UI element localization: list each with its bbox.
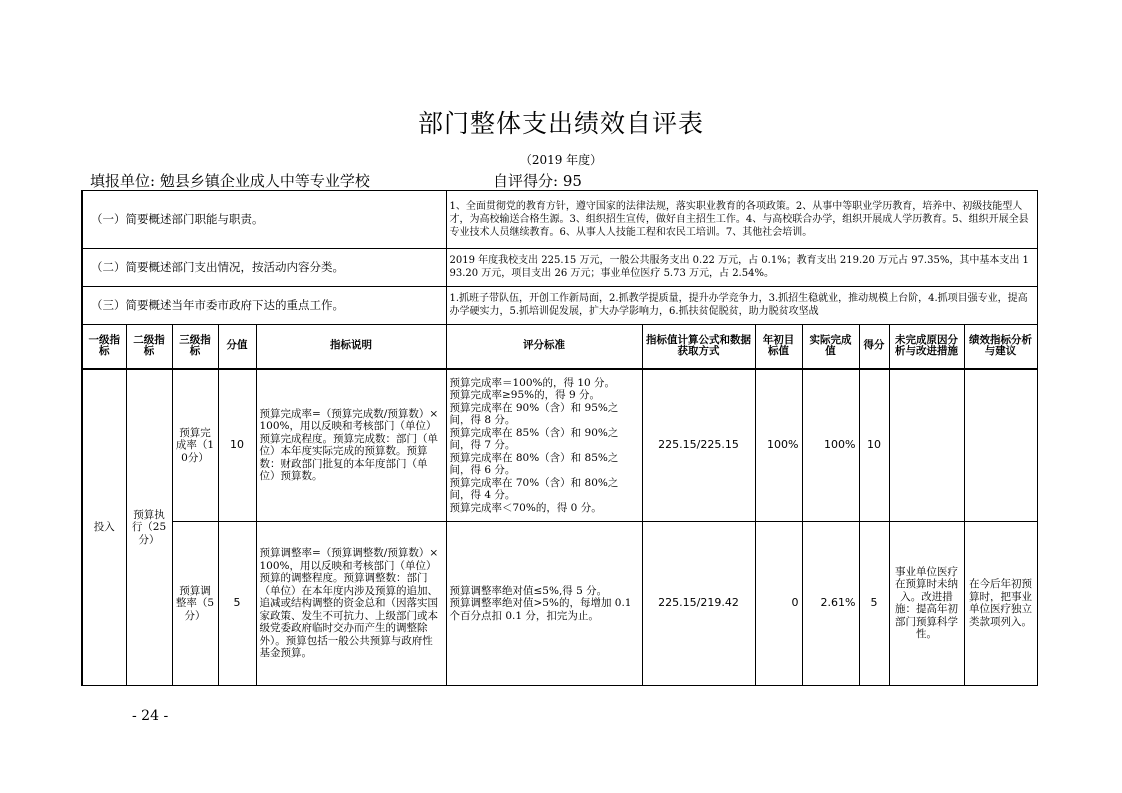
header-row: [82, 324, 1037, 368]
points-cell: 5: [218, 521, 256, 685]
header-level3: 三级指标: [172, 324, 218, 368]
header-advice: 绩效指标分析与建议: [964, 324, 1037, 368]
level3-cell: 预算完成率（10分）: [172, 369, 218, 522]
level3-cell: 预算调整率（5分）: [172, 521, 218, 685]
header-score: 得分: [859, 324, 889, 368]
summary-row: [82, 191, 1037, 249]
description-cell: 预算完成率=（预算完成数/预算数）×100%，用以反映和考核部门（单位）预算完成程度。预算完成数：部门（单位）本年度实际完成的预算数。预算数：财政部门批复的本年度部门（单位）预算数。: [256, 369, 446, 522]
summary-text: 1.抓班子带队伍，开创工作新局面，2.抓教学提质量，提升办学竞争力，3.抓招生稳就业，推动规模上台阶，4.抓项目强专业，提高办学硬实力，5.抓培训促发展，扩大办学影响力，6.抓扶贫促脱贫，助力脱贫攻坚战: [446, 286, 1037, 324]
self-score: 自评得分: 95: [493, 172, 582, 190]
criteria-line: 预算完成率在 90%（含）和 95%之间，得 8 分。: [449, 401, 619, 426]
summary-label: （一）简要概述部门职能与职责。: [82, 191, 446, 249]
header-level1: 一级指标: [82, 324, 126, 368]
summary-label: （三）简要概述当年市委市政府下达的重点工作。: [82, 286, 446, 324]
page-title: 部门整体支出绩效自评表: [417, 109, 704, 138]
reason-cell: [889, 369, 964, 522]
criteria-cell: [446, 521, 642, 685]
header-formula: 指标值计算公式和数据获取方式: [642, 324, 755, 368]
header-target: 年初目标值: [755, 324, 802, 368]
formula-cell: 225.15/225.15: [642, 369, 755, 522]
target-cell: 100%: [755, 369, 802, 522]
target-cell: 0: [755, 521, 802, 685]
advice-cell: 在今后年初预算时，把事业单位医疗独立类款项列入。: [964, 521, 1037, 685]
summary-text: 2019 年度我校支出 225.15 万元，一般公共服务支出 0.22 万元，占 0.1%；教育支出 219.20 万元占 97.35%，其中基本支出 193.20 万元，项目支出 26 万元；事业单位医疗 5.73 万元，占 2.54%。: [446, 249, 1037, 286]
header-criteria: 评分标准: [446, 324, 642, 368]
description-cell: 预算调整率=（预算调整数/预算数）×100%，用以反映和考核部门（单位）预算的调整程度。预算调整数：部门（单位）在本年度内涉及预算的追加、追减或结构调整的资金总和（因落实国家政策、发生不可抗力、上级部门或本级党委政府临时交办而产生的调整除外）。预算包括一般公共预算与政府性基金预算。: [256, 521, 446, 685]
level2-cell: 预算执行（25分）: [126, 369, 172, 686]
header-description: 指标说明: [256, 324, 446, 368]
summary-text: 1、全面贯彻党的教育方针，遵守国家的法律法规，落实职业教育的各项政策。2、从事中等职业学历教育，培养中、初级技能型人才，为高校输送合格生源。3、组织招生宣传，做好自主招生工作。4、与高校联合办学，组织开展成人学历教育。5、组织开展全县专业技术人员继续教育。6、从事人人技能工程和农民工培训。7、其他社会培训。: [446, 191, 1037, 249]
summary-row: [82, 249, 1037, 286]
score-cell: 5: [859, 521, 889, 685]
criteria-cell: [446, 369, 642, 522]
table-row: [82, 369, 1037, 522]
header-level2: 二级指标: [126, 324, 172, 368]
formula-cell: 225.15/219.42: [642, 521, 755, 685]
reporting-unit: 填报单位: 勉县乡镇企业成人中等专业学校: [90, 172, 370, 190]
header-points: 分值: [218, 324, 256, 368]
advice-cell: [964, 369, 1037, 522]
criteria-line: 预算完成率在 80%（含）和 85%之间，得 6 分。: [449, 451, 619, 476]
criteria-line: 预算调整率绝对值≤5%,得 5 分。: [449, 584, 608, 597]
header-actual: 实际完成值: [802, 324, 859, 368]
summary-label: （二）简要概述部门支出情况，按活动内容分类。: [82, 249, 446, 286]
score-cell: 10: [859, 369, 889, 522]
actual-cell: 2.61%: [802, 521, 859, 685]
report-year: （2019 年度）: [519, 153, 603, 167]
reason-cell: 事业单位医疗在预算时未纳入。改进措施：提高年初部门预算科学性。: [889, 521, 964, 685]
criteria-line: 预算完成率≥95%的，得 9 分。: [449, 389, 600, 401]
level1-cell: 投入: [82, 369, 126, 686]
actual-cell: 100%: [802, 369, 859, 522]
criteria-line: 预算完成率在 70%（含）和 80%之间，得 4 分。: [449, 476, 619, 501]
criteria-line: 预算完成率＝100%的，得 10 分。: [449, 376, 616, 389]
points-cell: 10: [218, 369, 256, 522]
header-reason: 未完成原因分析与改进措施: [889, 324, 964, 368]
criteria-line: 预算调整率绝对值>5%的，每增加 0.1 个百分点扣 0.1 分，扣完为止。: [449, 597, 632, 622]
criteria-line: 预算完成率在 85%（含）和 90%之间，得 7 分。: [449, 426, 619, 451]
summary-row: [82, 286, 1037, 324]
table-row: [82, 521, 1037, 685]
page-number: - 24 -: [132, 708, 169, 724]
performance-table: [81, 190, 1038, 686]
criteria-line: 预算完成率＜70%的，得 0 分。: [449, 501, 602, 514]
